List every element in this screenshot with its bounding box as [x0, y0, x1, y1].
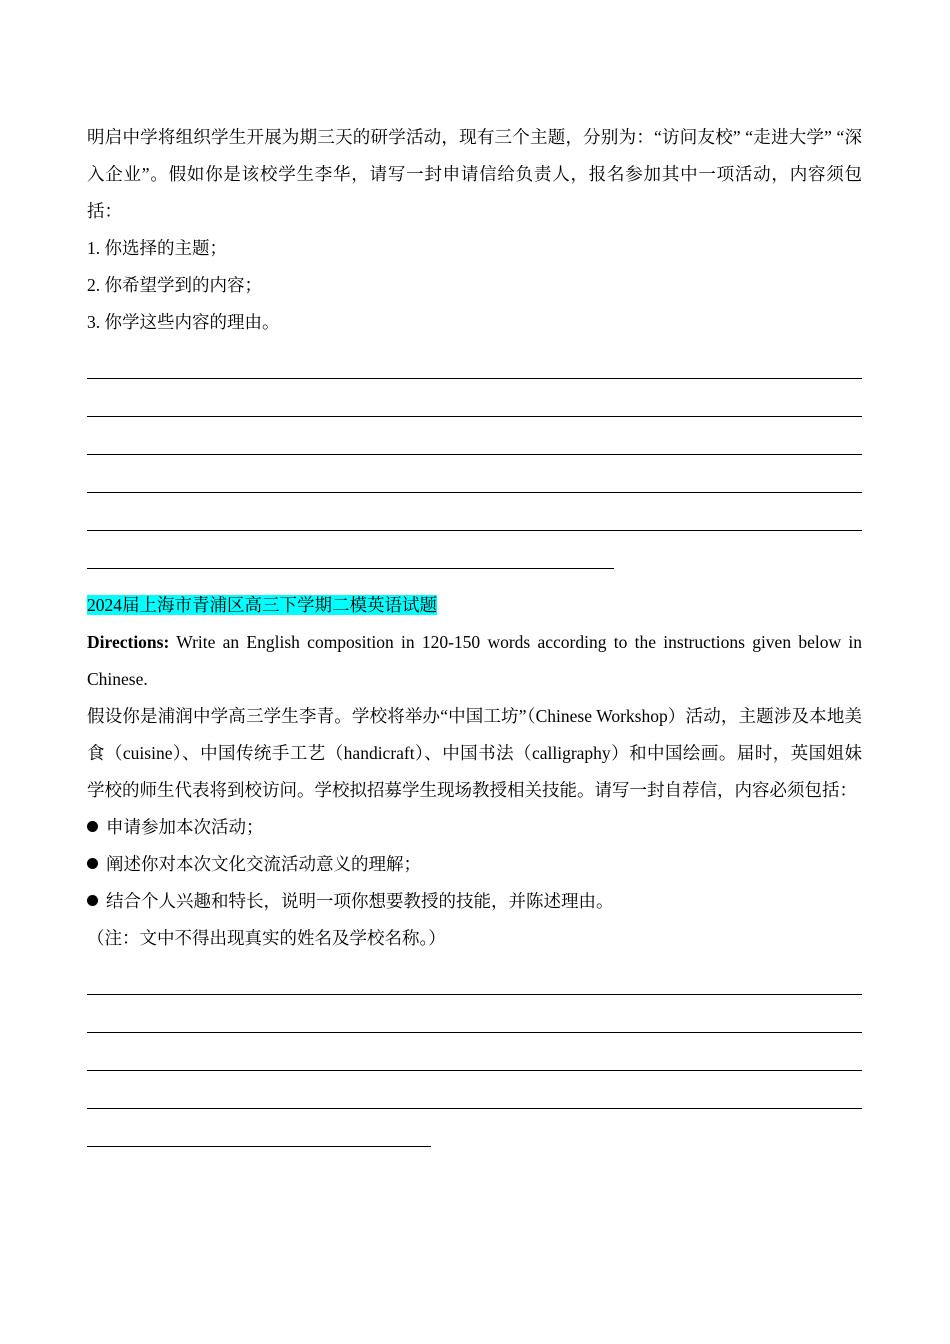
- task1-answer-lines[interactable]: [87, 341, 862, 569]
- task2-prompt: 假设你是浦润中学高三学生李青。学校将举办“中国工坊”（Chinese Workshop）活动，主题涉及本地美食（cuisine）、中国传统手工艺（handicraft）、中国书法（calligraphy）和中国绘画。届时，英国姐妹学校的师生代表将到校访问。学校拟招募学生现场教授相关技能。请写一封自荐信，内容必须包括：: [87, 706, 862, 800]
- answer-line[interactable]: [87, 1071, 862, 1109]
- answer-line[interactable]: [87, 1033, 862, 1071]
- answer-line[interactable]: [87, 531, 614, 569]
- bullet-text: 申请参加本次活动；: [106, 817, 264, 837]
- task1-item-1: 1. 你选择的主题；: [87, 238, 227, 258]
- bullet-text: 结合个人兴趣和特长，说明一项你想要教授的技能，并陈述理由。: [106, 891, 614, 911]
- task2-note: （注：文中不得出现真实的姓名及学校名称。）: [87, 928, 446, 948]
- directions-text: Write an English composition in 120-150 words according to the instructions given below in Chinese.: [87, 632, 862, 689]
- answer-line[interactable]: [87, 455, 862, 493]
- answer-line[interactable]: [87, 417, 862, 455]
- bullet-icon: [87, 858, 98, 869]
- exam-title-line: [87, 587, 862, 624]
- document-page: [87, 119, 862, 1147]
- task2-bullet-2: [87, 846, 862, 883]
- task1-item-2: 2. 你希望学到的内容；: [87, 275, 262, 295]
- directions-label: Directions:: [87, 632, 170, 652]
- task1-prompt: 明启中学将组织学生开展为期三天的研学活动，现有三个主题，分别为：“访问友校” “走进大学” “深入企业”。假如你是该校学生李华，请写一封申请信给负责人，报名参加其中一项活动，内容须包括：: [87, 127, 862, 221]
- task2-answer-lines[interactable]: [87, 957, 862, 1147]
- directions: [87, 624, 862, 698]
- answer-line[interactable]: [87, 995, 862, 1033]
- bullet-text: 阐述你对本次文化交流活动意义的理解；: [106, 854, 421, 874]
- task2-bullet-1: [87, 809, 862, 846]
- answer-line[interactable]: [87, 341, 862, 379]
- bullet-icon: [87, 895, 98, 906]
- answer-line[interactable]: [87, 379, 862, 417]
- task1-item-3: 3. 你学这些内容的理由。: [87, 312, 280, 332]
- answer-line[interactable]: [87, 493, 862, 531]
- answer-line[interactable]: [87, 957, 862, 995]
- answer-line[interactable]: [87, 1109, 431, 1147]
- task2-bullet-3: [87, 883, 862, 920]
- bullet-icon: [87, 821, 98, 832]
- exam-title: 2024届上海市青浦区高三下学期二模英语试题: [87, 595, 437, 615]
